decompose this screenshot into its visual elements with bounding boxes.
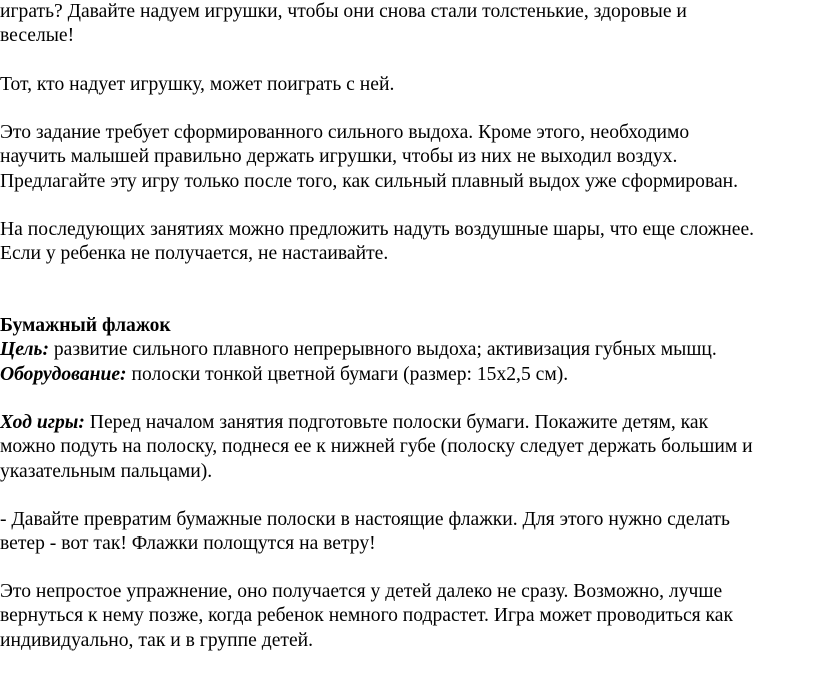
progress-text: Перед началом занятия подготовьте полоски бумаги. Покажите детям, как bbox=[84, 412, 709, 433]
closing-paragraph bbox=[0, 580, 812, 653]
rule-paragraph bbox=[0, 73, 812, 97]
text-line: можно подуть на полоску, поднеся ее к нижней губе (полоску следует держать большим и bbox=[0, 436, 753, 458]
text-line: указательным пальцами). bbox=[0, 460, 213, 482]
text-line: - Давайте превратим бумажные полоски в настоящие флажки. Для этого нужно сделать bbox=[0, 509, 730, 530]
game-equipment bbox=[0, 363, 812, 387]
text-line: играть? Давайте надуем игрушки, чтобы они снова стали толстенькие, здоровые и bbox=[0, 1, 687, 22]
text-line: На последующих занятиях можно предложить надуть воздушные шары, что еще сложнее. bbox=[0, 219, 755, 240]
text-line: Тот, кто надует игрушку, может поиграть с ней. bbox=[0, 74, 395, 95]
progress-paragraph bbox=[0, 411, 812, 484]
text-line: Это непростое упражнение, оно получается у детей далеко не сразу. Возможно, лучше bbox=[0, 581, 723, 602]
goal-label: Цель: bbox=[0, 339, 49, 361]
game-goal bbox=[0, 338, 812, 362]
game-title: Бумажный флажок bbox=[0, 315, 171, 336]
text-line: Если у ребенка не получается, не настаивайте. bbox=[0, 243, 389, 265]
equipment-label: Оборудование: bbox=[0, 363, 127, 385]
text-line: научить малышей правильно держать игрушки, чтобы из них не выходил воздух. bbox=[0, 146, 678, 168]
note-paragraph bbox=[0, 121, 812, 194]
text-line: веселые! bbox=[0, 25, 75, 47]
game-header bbox=[0, 314, 812, 387]
text-line: Это задание требует сформированного сильного выдоха. Кроме этого, необходимо bbox=[0, 122, 690, 143]
followup-paragraph bbox=[0, 218, 812, 267]
text-line: ветер - вот так! Флажки полощутся на ветру! bbox=[0, 533, 376, 555]
text-line: индивидуально, так и в группе детей. bbox=[0, 629, 314, 651]
goal-text: развитие сильного плавного непрерывного выдоха; активизация губных мышц. bbox=[48, 339, 717, 361]
equipment-text: полоски тонкой цветной бумаги (размер: 15х2,5 см). bbox=[126, 363, 569, 385]
progress-first-line bbox=[0, 411, 812, 435]
text-line: Предлагайте эту игру только после того, как сильный плавный выдох уже сформирован. bbox=[0, 170, 739, 192]
intro-paragraph bbox=[0, 0, 812, 49]
text-line: вернуться к нему позже, когда ребенок немного подрастет. Игра может проводиться как bbox=[0, 605, 733, 627]
progress-label: Ход игры: bbox=[0, 412, 85, 433]
speech-paragraph bbox=[0, 508, 812, 557]
